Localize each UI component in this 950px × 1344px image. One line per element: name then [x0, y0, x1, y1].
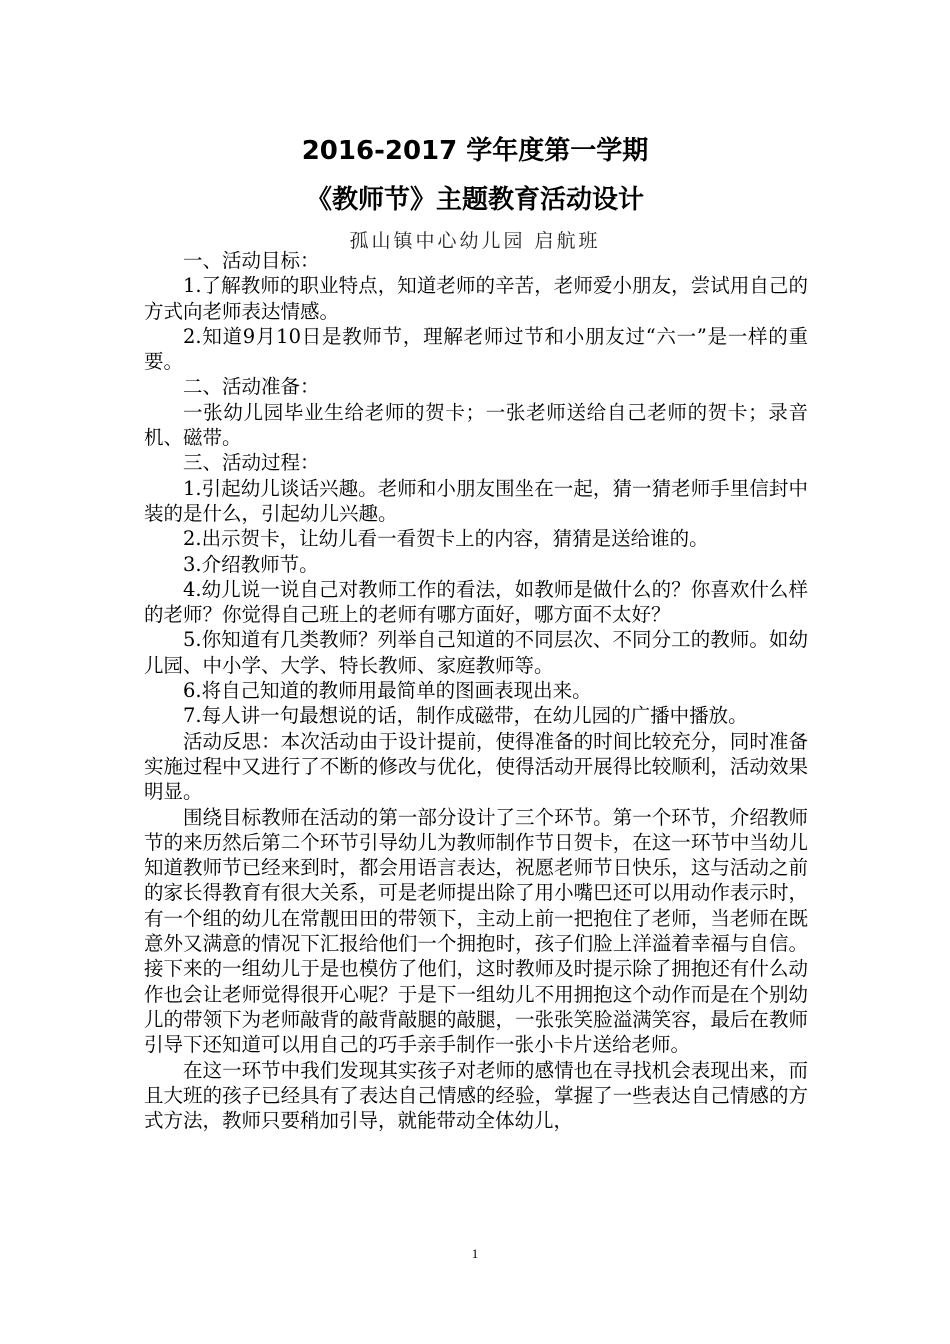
document-body [144, 248, 808, 1133]
paragraph: 4.幼儿说一说自己对教师工作的看法，如教师是做什么的？你喜欢什么样的老师？你觉得自己班上的老师有哪方面好，哪方面不太好？ [144, 577, 808, 627]
paragraph: 二、活动准备： [183, 375, 320, 399]
document-title-line1: 2016-2017 学年度第一学期 [301, 136, 649, 166]
paragraph: 一、活动目标： [183, 249, 320, 272]
document-subtitle: 孤山镇中心幼儿园 启航班 [349, 230, 601, 252]
document-title-line2: 《教师节》主题教育活动设计 [305, 185, 644, 215]
paragraph: 三、活动过程： [183, 451, 320, 475]
paragraph: 一张幼儿园毕业生给老师的贺卡；一张老师送给自己老师的贺卡；录音机、磁带。 [144, 400, 808, 450]
paragraph: 在这一环节中我们发现其实孩子对老师的感情也在寻找机会表现出来，而且大班的孩子已经具有了表达自己情感的经验，掌握了一些表达自己情感的方式方法，教师只要稍加引导，就能带动全体幼儿， [144, 1058, 808, 1133]
paragraph: 围绕目标教师在活动的第一部分设计了三个环节。第一个环节，介绍教师节的来历然后第二个环节引导幼儿为教师制作节日贺卡，在这一环节中当幼儿知道教师节已经来到时，都会用语言表达，祝愿老师节日快乐，这与活动之前的家长得教育有很大关系，可是老师提出除了用小嘴巴还可以用动作表示时，有一个组的幼儿在常靓田田的带领下，主动上前一把抱住了老师，当老师在既意外又满意的情况下汇报给他们一个拥抱时，孩子们脸上洋溢着幸福与自信。接下来的一组幼儿于是也模仿了他们，这时教师及时提示除了拥抱还有什么动作也会让老师觉得很开心呢？于是下一组幼儿不用拥抱这个动作而是在个别幼儿的带领下为老师敲背的敲背敲腿的敲腿，一张张笑脸溢满笑容，最后在教师引导下还知道可以用自己的巧手亲手制作一张小卡片送给老师。 [144, 805, 808, 1057]
paragraph: 6.将自己知道的教师用最简单的图画表现出来。 [183, 679, 592, 703]
paragraph: 3.介绍教师节。 [183, 552, 319, 576]
paragraph: 1.引起幼儿谈话兴趣。老师和小朋友围坐在一起，猜一猜老师手里信封中装的是什么，引起幼儿兴趣。 [144, 476, 808, 525]
paragraph: 活动反思：本次活动由于设计提前，使得准备的时间比较充分，同时准备实施过程中又进行了不断的修改与优化，使得活动开展得比较顺利，活动效果明显。 [144, 729, 808, 804]
paragraph: 1.了解教师的职业特点，知道老师的辛苦，老师爱小朋友，尝试用自己的方式向老师表达情感。 [144, 274, 808, 323]
paragraph: 5.你知道有几类教师？列举自己知道的不同层次、不同分工的教师。如幼儿园、中小学、大学、特长教师、家庭教师等。 [144, 628, 808, 677]
paragraph: 2.知道9月10日是教师节，理解老师过节和小朋友过“六一”是一样的重要。 [144, 324, 808, 374]
paragraph: 2.出示贺卡，让幼儿看一看贺卡上的内容，猜猜是送给谁的。 [183, 527, 709, 551]
paragraph: 7.每人讲一句最想说的话，制作成磁带，在幼儿园的广播中播放。 [183, 704, 748, 728]
page-number: 1 [471, 1246, 479, 1261]
